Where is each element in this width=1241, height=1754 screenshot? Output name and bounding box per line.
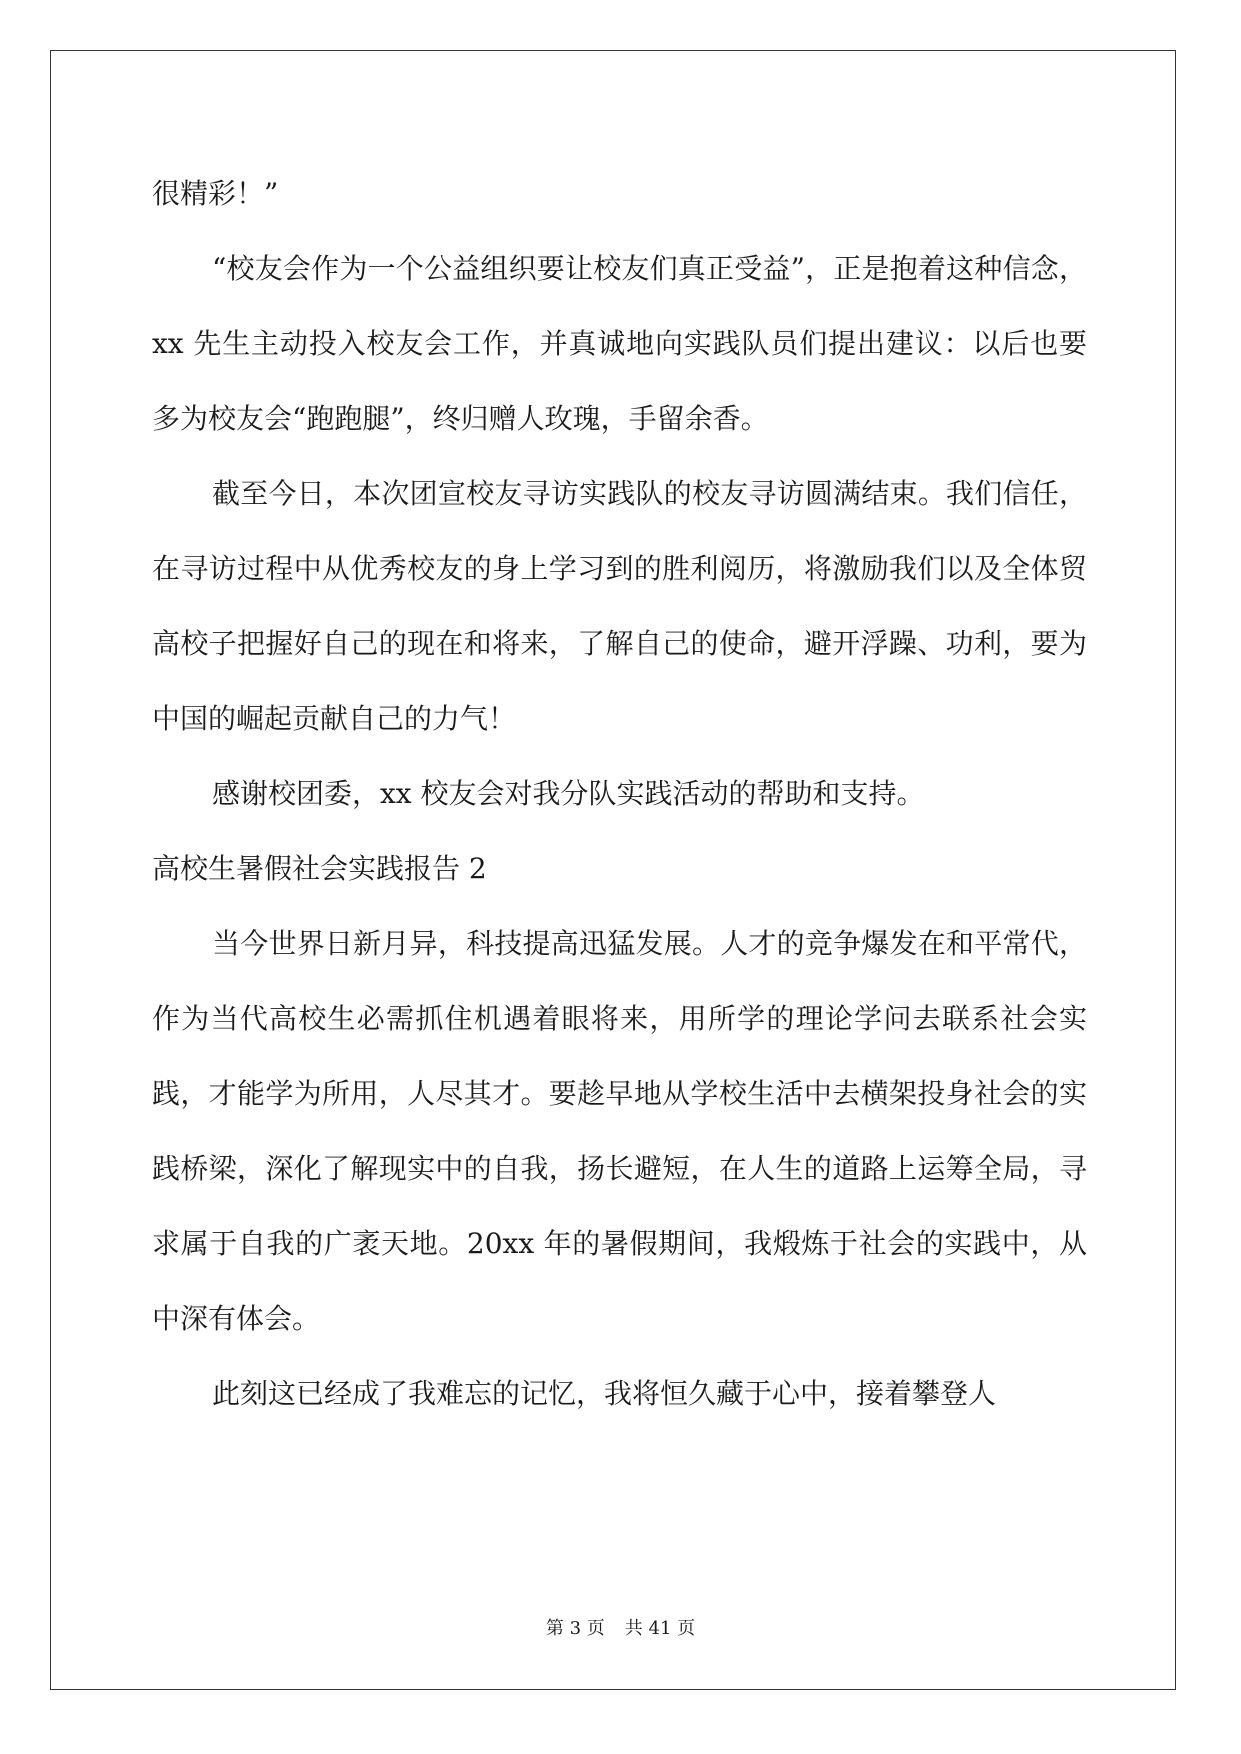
paragraph-1: 很精彩！” <box>152 177 279 210</box>
page-footer <box>0 1614 1241 1640</box>
page-total: 共 41 页 <box>624 1618 696 1639</box>
paragraph-6: 此刻这已经成了我难忘的记忆，我将恒久藏于心中，接着攀登人 <box>212 1377 997 1410</box>
section-heading: 高校生暑假社会实践报告 2 <box>152 852 487 885</box>
paragraph-3: 截至今日，本次团宣校友寻访实践队的校友寻访圆满结束。我们信任，在寻访过程中从优秀校友的身上学习到的胜利阅历，将激励我们以及全体贸高校子把握好自己的现在和将来，了解自己的使命，避开浮躁、功利，要为中国的崛起贡献自己的力气！ <box>152 477 1087 735</box>
page-number: 第 3 页 <box>545 1618 605 1639</box>
paragraph-4: 感谢校团委，xx 校友会对我分队实践活动的帮助和支持。 <box>212 777 925 810</box>
paragraph-2: “校友会作为一个公益组织要让校友们真正受益”，正是抱着这种信念，xx 先生主动投入校友会工作，并真诚地向实践队员们提出建议：以后也要多为校友会“跑跑腿”，终归赠人玫瑰，手留余香。 <box>152 252 1087 435</box>
document-body <box>152 156 1087 1431</box>
paragraph-5: 当今世界日新月异，科技提高迅猛发展。人才的竞争爆发在和平常代，作为当代高校生必需抓住机遇着眼将来，用所学的理论学问去联系社会实践，才能学为所用，人尽其才。要趁早地从学校生活中去横架投身社会的实践桥梁，深化了解现实中的自我，扬长避短，在人生的道路上运筹全局，寻求属于自我的广袤天地。20xx 年的暑假期间，我煅炼于社会的实践中，从中深有体会。 <box>152 927 1087 1335</box>
